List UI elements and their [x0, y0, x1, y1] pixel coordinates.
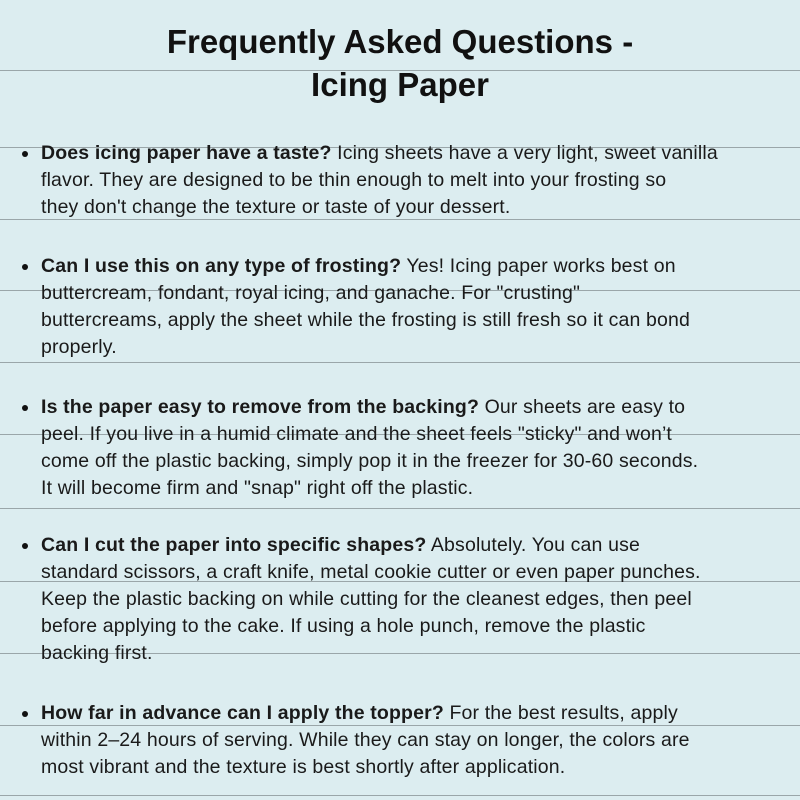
faq-answer: Our sheets are easy to	[479, 396, 686, 418]
bullet-icon	[22, 543, 28, 549]
faq-answer: Absolutely. You can use	[426, 534, 640, 556]
faq-question: Is the paper easy to remove from the backing?	[41, 396, 480, 418]
faq-answer-line: standard scissors, a craft knife, metal cookie cutter or even paper punches.	[41, 561, 701, 583]
faq-answer: Yes! Icing paper works best on	[401, 255, 676, 277]
faq-answer-line: within 2–24 hours of serving. While they can stay on longer, the colors are	[41, 729, 690, 751]
bullet-icon	[22, 711, 28, 717]
faq-line	[41, 394, 792, 421]
faq-answer-line: before applying to the cake. If using a hole punch, remove the plastic	[41, 615, 646, 637]
faq-item	[22, 253, 792, 361]
title-line: Frequently Asked Questions -	[166, 23, 634, 60]
plank-line	[0, 362, 800, 363]
faq-answer-line: flavor. They are designed to be thin enough to melt into your frosting so	[41, 169, 667, 191]
faq-line	[41, 532, 792, 559]
faq-line	[41, 253, 792, 280]
faq-answer-line: buttercream, fondant, royal icing, and ganache. For "crusting"	[41, 282, 581, 304]
faq-answer-line: backing first.	[41, 642, 153, 664]
faq-answer: For the best results, apply	[443, 702, 678, 724]
faq-item	[22, 700, 792, 781]
bullet-icon	[22, 151, 28, 157]
faq-answer-line: Keep the plastic backing on while cutting for the cleanest edges, then peel	[41, 588, 692, 610]
faq-answer-line: come off the plastic backing, simply pop it in the freezer for 30-60 seconds.	[41, 450, 699, 472]
faq-answer-line: properly.	[41, 336, 117, 358]
bullet-icon	[22, 264, 28, 270]
faq-answer: Icing sheets have a very light, sweet vanilla	[331, 142, 718, 164]
plank-line	[0, 795, 800, 796]
faq-question: Does icing paper have a taste?	[41, 142, 332, 164]
faq-item	[22, 532, 792, 667]
bullet-icon	[22, 405, 28, 411]
faq-question: Can I use this on any type of frosting?	[41, 255, 402, 277]
faq-line	[41, 140, 792, 167]
faq-question: Can I cut the paper into specific shapes?	[41, 534, 427, 556]
faq-question: How far in advance can I apply the topper?	[41, 702, 444, 724]
faq-item	[22, 140, 792, 221]
page-title	[0, 20, 800, 106]
plank-line	[0, 508, 800, 509]
faq-answer-line: buttercreams, apply the sheet while the frosting is still fresh so it can bond	[41, 309, 691, 331]
faq-answer-line: they don't change the texture or taste of your dessert.	[41, 196, 511, 218]
faq-item	[22, 394, 792, 502]
faq-line	[41, 700, 792, 727]
faq-answer-line: most vibrant and the texture is best shortly after application.	[41, 756, 566, 778]
faq-answer-line: peel. If you live in a humid climate and the sheet feels "sticky" and won’t	[41, 423, 673, 445]
title-line: Icing Paper	[311, 66, 489, 103]
faq-answer-line: It will become firm and "snap" right off the plastic.	[41, 477, 474, 499]
